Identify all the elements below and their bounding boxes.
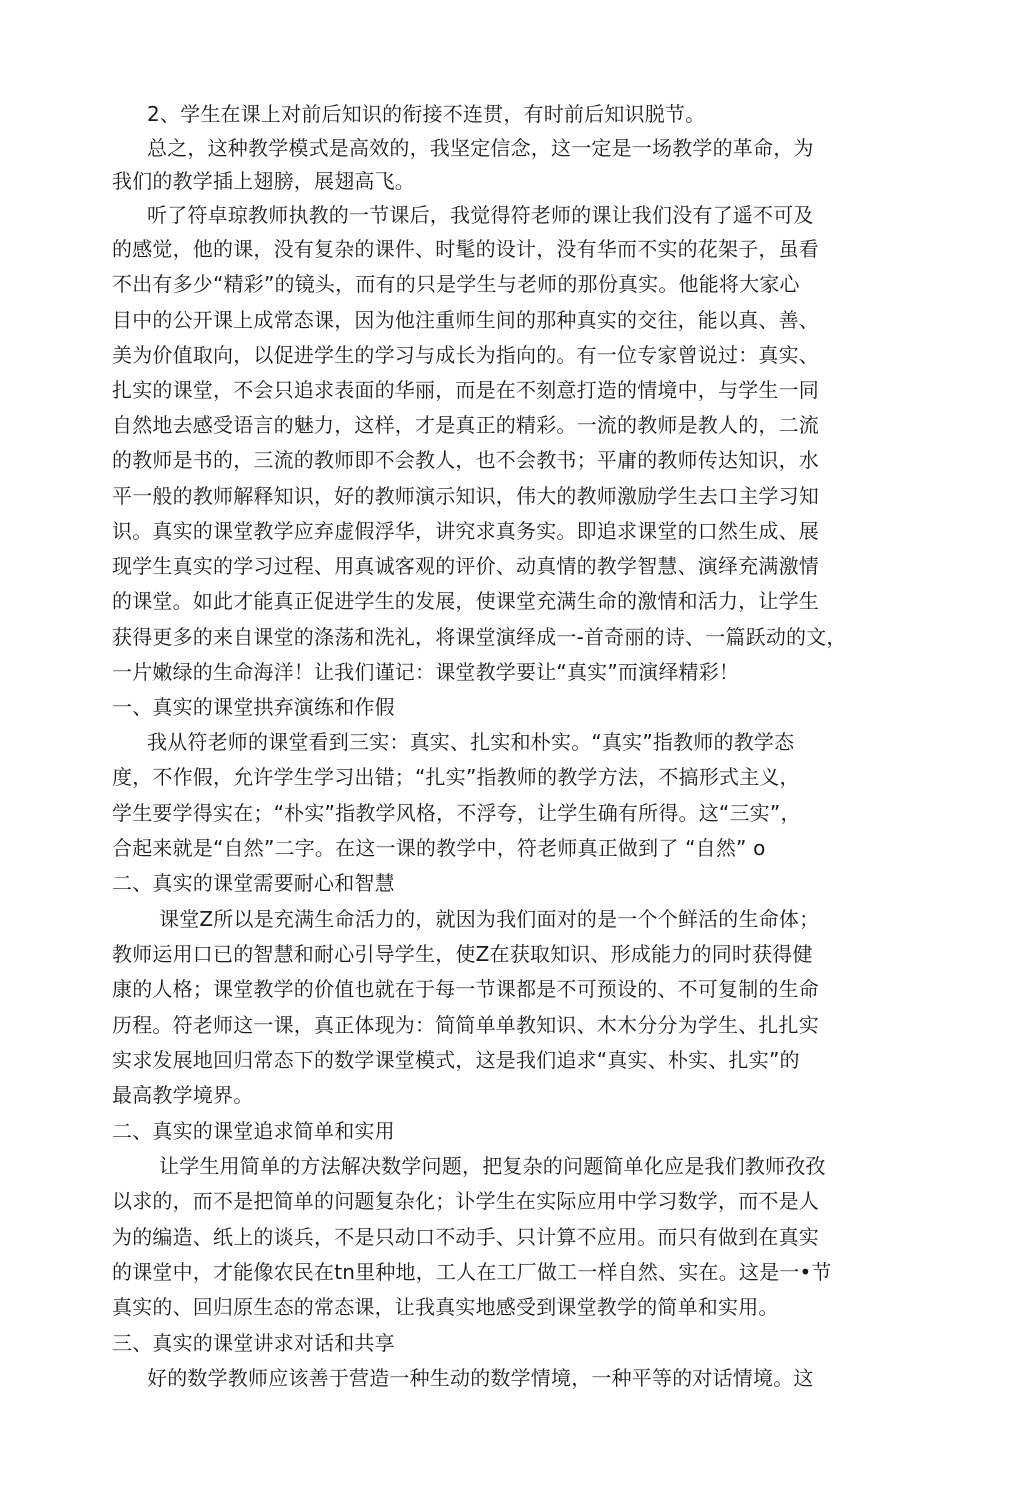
text-line: 最高教学境界。: [112, 1083, 254, 1107]
section-heading: 三、真实的课堂讲求对话和共享: [112, 1331, 395, 1355]
text-line: 不出有多少“精彩”的镜头，而有的只是学生与老师的那份真实。他能将大家心: [112, 272, 800, 296]
section-heading: 一、真实的课堂拱弃演练和作假: [112, 695, 395, 719]
text-line: 历程。符老师这一课，真正体现为：简简单单教知识、木木分分为学生、扎扎实: [112, 1013, 819, 1037]
text-line: 教师运用口已的智慧和耐心引导学生，使Z在获取知识、形成能力的同时获得健: [112, 942, 813, 966]
text-line: 的感觉，他的课，没有复杂的课件、时髦的设计，没有华而不实的花架子，虽看: [112, 237, 819, 261]
text-line: 美为价值取向，以促进学生的学习与成长为指向的。有一位专家曾说过：真实、: [112, 343, 819, 367]
text-line: 总之，这种教学模式是高效的，我坚定信念，这一定是一场教学的革命，为: [147, 136, 814, 160]
text-line: 的课堂中，才能像农民在tn里种地，工人在工厂做工一样自然、实在。这是一•节: [112, 1260, 832, 1284]
text-line: 平一般的教师解释知识，好的教师演示知识，伟大的教师激励学生去口主学习知: [112, 484, 819, 508]
text-line: 合起来就是“自然”二字。在这一课的教学中，符老师真正做到了 “自然” o: [112, 836, 766, 860]
text-line: 目中的公开课上成常态课，因为他注重师生间的那种真实的交往，能以真、善、: [112, 308, 819, 332]
text-line: 让学生用简单的方法解决数学问题，把复杂的问题简单化应是我们教师孜孜: [159, 1154, 826, 1178]
text-line: 我们的教学插上翅膀，展翅高飞。: [112, 169, 415, 193]
text-line: 的课堂。如此才能真正促进学生的发展，使课堂充满生命的激情和活力，让学生: [112, 589, 819, 613]
text-line: 2、学生在课上对前后知识的衔接不连贯，有时前后知识脱节。: [147, 102, 706, 126]
section-heading: 二、真实的课堂需要耐心和智慧: [112, 871, 395, 895]
text-line: 识。真实的课堂教学应弃虚假浮华，讲究求真务实。即追求课堂的口然生成、展: [112, 519, 819, 543]
text-line: 扎实的课堂，不会只追求表面的华丽，而是在不刻意打造的情境中，与学生一同: [112, 378, 819, 402]
text-line: 好的数学教师应该善于营造一种生动的数学情境，一种平等的对话情境。这: [147, 1366, 814, 1390]
text-line: 的教师是书的，三流的教师即不会教人，也不会教书；平庸的教师传达知识，水: [112, 448, 819, 472]
text-line: 以求的，而不是把简单的问题复杂化；讣学生在实际应用中学习数学，而不是人: [112, 1189, 819, 1213]
text-line: 课堂Z所以是充满生命活力的，就因为我们面对的是一个个鲜活的生命体；: [159, 907, 820, 931]
text-line: 现学生真实的学习过程、用真诚客观的评价、动真情的教学智慧、演绎充满激情: [112, 554, 819, 578]
text-line: 一片嫩绿的生命海洋！让我们谨记：课堂教学要让“真实”而演绎精彩！: [112, 660, 740, 684]
text-line: 康的人格；课堂教学的价值也就在于每一节课都是不可预设的、不可复制的生命: [112, 977, 819, 1001]
text-line: 实求发展地回归常态下的数学课堂模式，这是我们追求“真实、朴实、扎实”的: [112, 1048, 800, 1072]
text-line: 获得更多的来自课堂的涤荡和洗礼，将课堂演绎成一-首奇丽的诗、一篇跃动的文，: [112, 625, 847, 649]
text-line: 学生要学得实在；“朴实”指教学风格，不浮夸，让学生确有所得。这“三实”，: [112, 801, 801, 825]
section-heading: 二、真实的课堂追求简单和实用: [112, 1119, 395, 1143]
text-line: 真实的、回归原生态的常态课，让我真实地感受到课堂教学的简单和实用。: [112, 1295, 779, 1319]
text-line: 为的编造、纸上的谈兵，不是只动口不动手、只计算不应用。而只有做到在真实: [112, 1225, 819, 1249]
text-line: 我从符老师的课堂看到三实：真实、扎实和朴实。“真实”指教师的教学态: [147, 730, 795, 754]
text-line: 度，不作假，允许学生学习出错；“扎实”指教师的教学方法，不搞形式主义，: [112, 765, 800, 789]
text-line: 听了符卓琼教师执教的一节课后，我觉得符老师的课让我们没有了遥不可及: [147, 203, 814, 227]
text-line: 自然地去感受语言的魅力，这样，才是真正的精彩。一流的教师是教人的，二流: [112, 413, 819, 437]
